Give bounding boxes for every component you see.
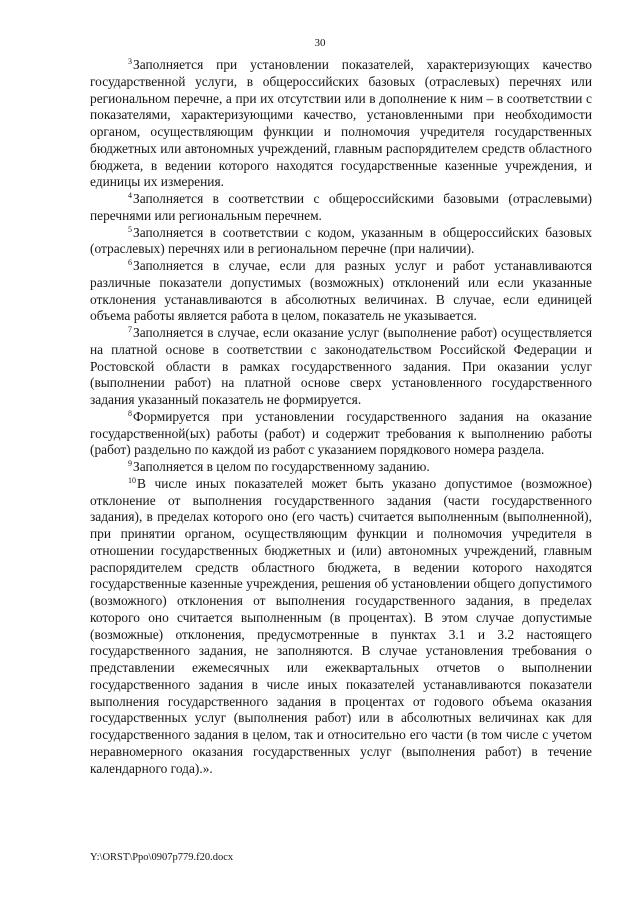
footnote-marker: 7 xyxy=(128,325,132,334)
footnote-9 xyxy=(90,459,592,476)
footnote-text: Заполняется в случае, если для разных услуг и работ устанавливаются различные показатели допустимых (возможных) отклонений или если указанные отклонения устанавливаются в абсолютных величинах. В случае, если единицей объема работы является работа в целом, показатель не указывается. xyxy=(90,258,592,324)
footnote-text: Заполняется в соответствии с кодом, указанным в общероссийских базовых (отраслевых) перечнях или в региональном перечне (при наличии). xyxy=(90,224,592,257)
footnote-marker: 8 xyxy=(128,408,132,418)
footnote-text: Заполняется при установлении показателей, характеризующих качество государственной услуги, в общероссийских базовых (отраслевых) перечнях или региональном перечне, а при их отсутствии или в дополнение к ним – в соответствии с показателями, характеризующими качество, установленными при необходимости органом, осуществляющим функции и полномочия учредителя государственных бюджетных или автономных учреждений, главным распорядителем средств областного бюджета, в ведении которого находятся государственные казенные учреждения, и единицы их измерения. xyxy=(90,57,592,190)
footnote-text: В числе иных показателей может быть указано допустимое (возможное) отклонение от выполнения государственного задания (части государственного задания), в пределах которого оно (его часть) считается выполненным (выполненной), при принятии органом, осуществляющим функции и полномочия учредителя в отношении государственных бюджетных и (или) автономных учреждений, главным распорядителем средств областного бюджета, в ведении которого находятся государственные казенные учреждения, решения об установлении общего допустимого (возможного) отклонения от выполнения государственного задания, в пределах которого оно считается выполненным (в процентах). В этом случае допустимые (возможные) отклонения, предусмотренные в пунктах 3.1 и 3.2 настоящего государственного задания, не заполняются. В случае установления требования о представлении ежемесячных или ежеквартальных отчетов о выполнении государственного задания в числе иных показателей устанавливаются показатели выполнения государственного задания в процентах от годового объема оказания государственных услуг (выполнения работ) или в абсолютных величинах как для государственного задания в целом, так и относительно его части (в том числе с учетом неравномерного оказания государственных услуг (выполнения работ) в течение календарного года).». xyxy=(90,475,592,776)
footnote-text: Заполняется в целом по государственному заданию. xyxy=(133,459,430,474)
footnote-marker: 3 xyxy=(128,57,132,66)
footnote-marker: 10 xyxy=(128,475,136,485)
footnote-marker: 9 xyxy=(128,459,132,468)
document-file-path: Y:\ORST\Ppo\0907p779.f20.docx xyxy=(90,852,234,863)
footnote-5 xyxy=(90,225,592,259)
footnote-8 xyxy=(90,409,592,459)
footnote-6 xyxy=(90,258,592,325)
footnotes xyxy=(90,57,592,777)
footnote-text: Формируется при установлении государственного задания на оказание государственной(ых) работы (работ) и содержит требования к выполнению работы (работ) раздельно по каждой из работ с указанием порядкового номера раздела. xyxy=(90,408,592,458)
footnote-10 xyxy=(90,476,592,778)
footnote-text: Заполняется в соответствии с общероссийскими базовыми (отраслевыми) перечнями или региональным перечнем. xyxy=(90,191,592,223)
page-number: 30 xyxy=(314,37,326,49)
footnote-marker: 4 xyxy=(128,191,132,200)
footnote-7 xyxy=(90,325,592,409)
footnote-text: Заполняется в случае, если оказание услуг (выполнение работ) осуществляется на платной основе в соответствии с законодательством Российской Федерации и Ростовской области в рамках государственного задания. При оказании услуг (выполнении работ) на платной основе сверх установленного государственного задания указанный показатель не формируется. xyxy=(90,325,592,407)
footnote-marker: 6 xyxy=(128,258,132,267)
footnote-4 xyxy=(90,191,592,225)
footnote-marker: 5 xyxy=(128,224,132,234)
footnote-3 xyxy=(90,57,592,191)
